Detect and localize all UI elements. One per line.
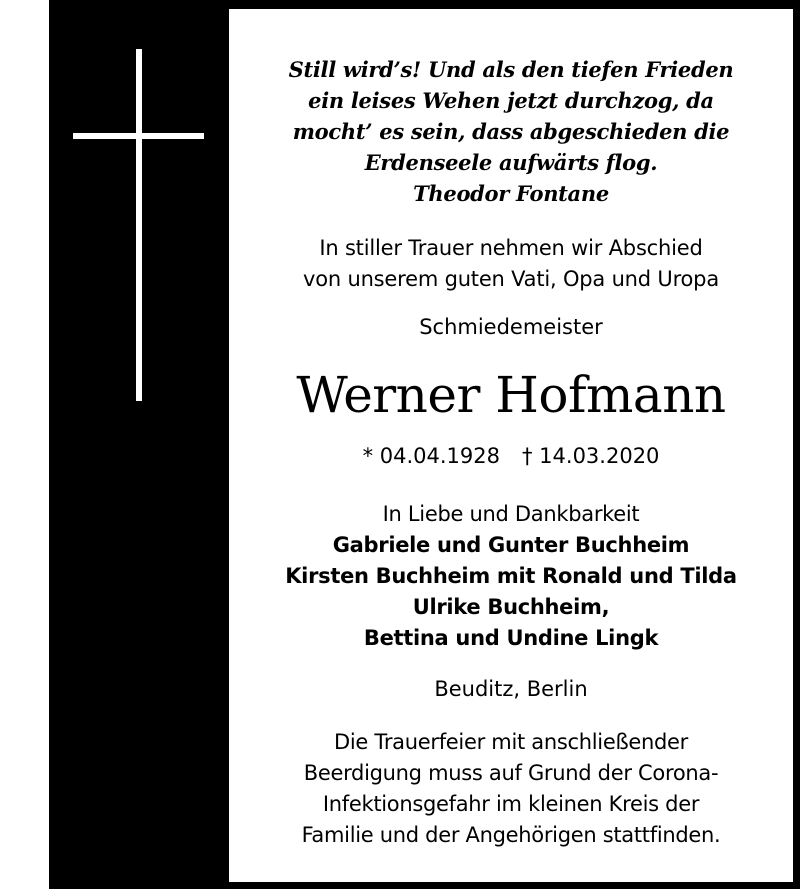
farewell-intro: [229, 233, 793, 295]
mourner-name: Gabriele und Gunter Buchheim: [332, 533, 690, 557]
ceremony-note: [229, 727, 793, 851]
cross-icon-vertical-bar: [136, 49, 142, 401]
poem-line: mocht’ es sein, dass abgeschieden die: [292, 119, 730, 144]
mourner-name: Bettina und Undine Lingk: [363, 626, 659, 650]
text-panel: [229, 9, 793, 882]
mourners-block: [229, 499, 793, 654]
poem-author: Theodor Fontane: [413, 181, 609, 206]
ceremony-line: Beerdigung muss auf Grund der Corona-: [303, 761, 719, 785]
poem-line: ein leises Wehen jetzt durchzog, da: [308, 88, 714, 113]
intro-line: In stiller Trauer nehmen wir Abschied: [319, 236, 703, 260]
poem-line: Still wird’s! Und als den tiefen Frieden: [288, 57, 734, 82]
life-dates: [229, 441, 793, 472]
poem-line: Erdenseele aufwärts flog.: [364, 150, 658, 175]
left-border-strip: [0, 0, 49, 889]
death-date: † 14.03.2020: [522, 444, 660, 468]
cross-panel: [49, 0, 229, 889]
ceremony-line: Die Trauerfeier mit anschließender: [334, 730, 688, 754]
deceased-name: Werner Hofmann: [296, 366, 726, 424]
cross-icon-horizontal-bar: [73, 133, 204, 139]
poem-quote: [229, 54, 793, 209]
mourner-name: Ulrike Buchheim,: [412, 595, 610, 619]
ceremony-line: Infektionsgefahr im kleinen Kreis der: [322, 792, 700, 816]
places: Beuditz, Berlin: [434, 677, 588, 701]
ceremony-line: Familie und der Angehörigen stattfinden.: [301, 823, 721, 847]
mourner-name: Kirsten Buchheim mit Ronald und Tilda: [285, 564, 737, 588]
intro-line: von unserem guten Vati, Opa und Uropa: [303, 267, 719, 291]
deceased-profession: Schmiedemeister: [419, 315, 603, 339]
mourners-heading: In Liebe und Dankbarkeit: [382, 502, 640, 526]
birth-date: * 04.04.1928: [362, 444, 500, 468]
